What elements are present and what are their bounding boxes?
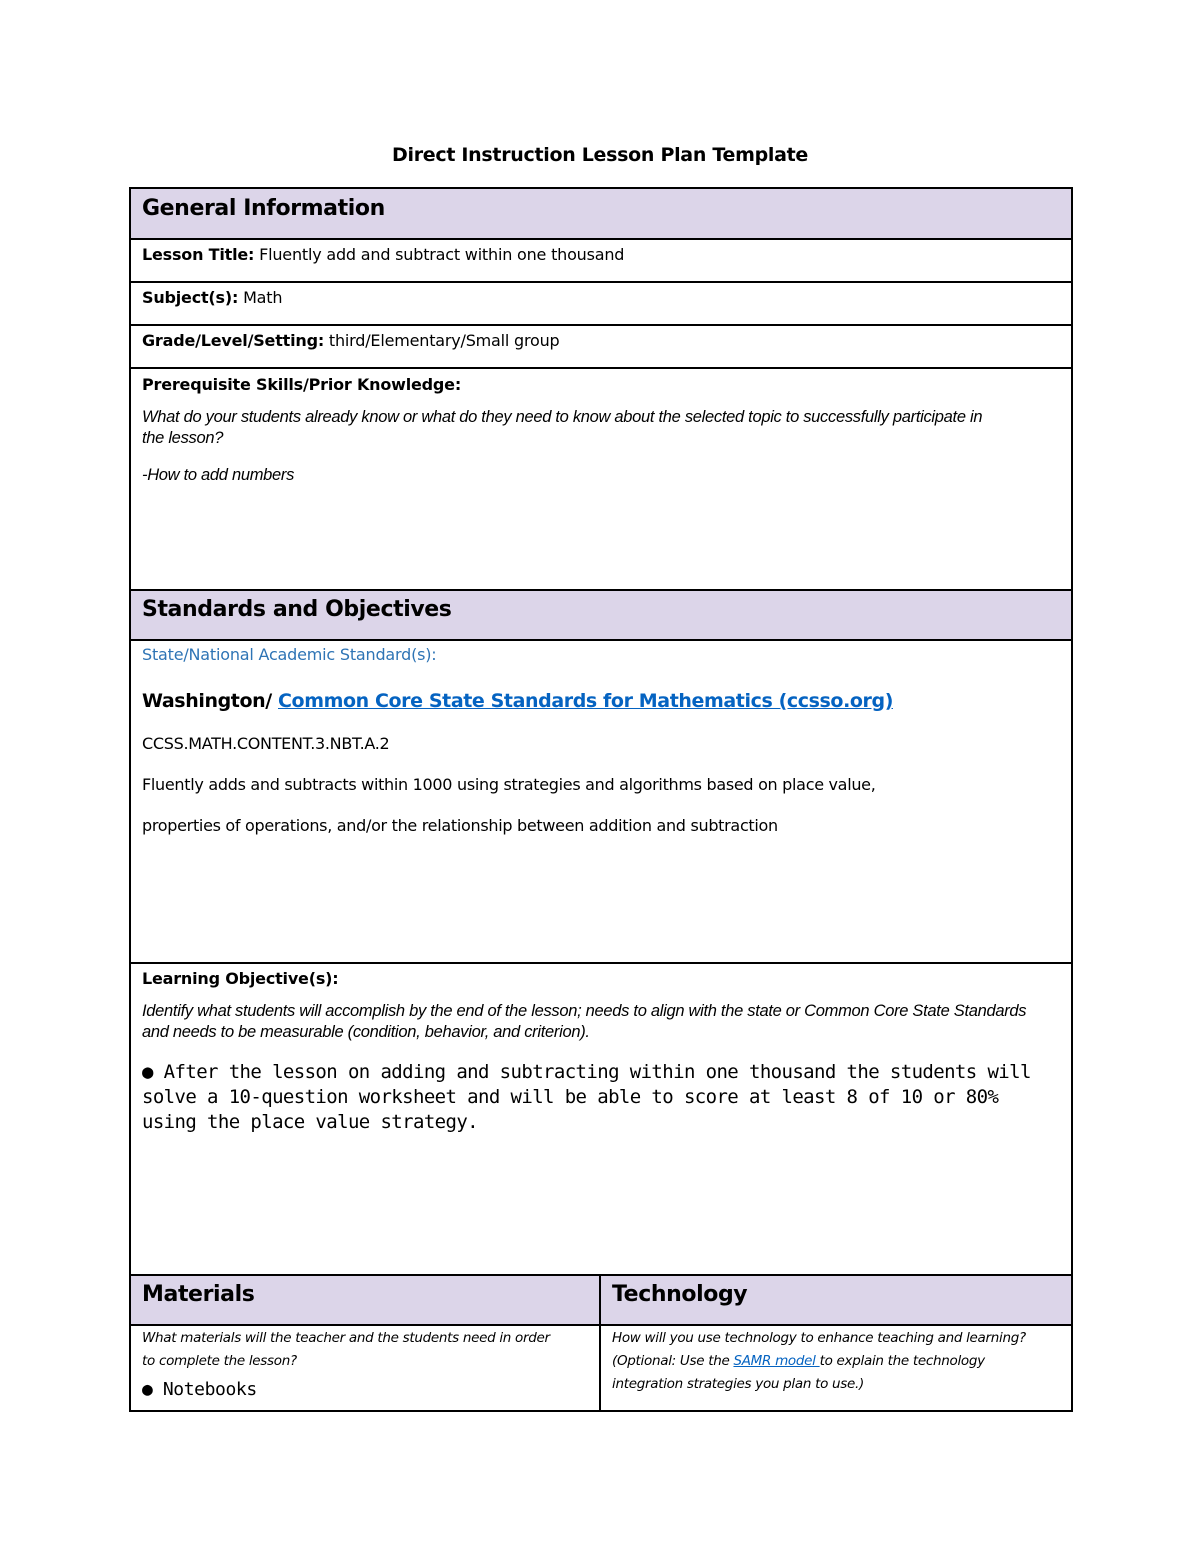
materials-technology-header-row xyxy=(130,1275,1072,1325)
prerequisite-answer: -How to add numbers xyxy=(142,466,295,484)
standards-objectives-header xyxy=(130,590,1072,640)
materials-bullet: ● Notebooks xyxy=(142,1379,257,1400)
learning-objectives-cell xyxy=(130,963,1072,1275)
general-information-header xyxy=(130,188,1072,239)
prerequisite-cell xyxy=(130,368,1072,590)
lesson-title-field xyxy=(142,245,1060,264)
technology-cell xyxy=(600,1325,1072,1411)
standards-header-row xyxy=(130,590,1072,640)
standard-description-line-2: properties of operations, and/or the relationship between addition and subtraction xyxy=(142,816,778,835)
document-title: Direct Instruction Lesson Plan Template xyxy=(392,144,808,166)
materials-heading: Materials xyxy=(142,1282,255,1307)
learning-objective-bullet: ● After the lesson on adding and subtracting within one thousand the students will solve a 10-question worksheet and will be able to score at least 8 of 10 or 80% using the place value strategy. xyxy=(142,1061,1031,1133)
lesson-title-value: Fluently add and subtract within one thousand xyxy=(254,245,625,264)
standard-label: State/National Academic Standard(s): xyxy=(142,645,437,664)
materials-technology-row xyxy=(130,1325,1072,1411)
standards-objectives-heading: Standards and Objectives xyxy=(142,597,452,622)
technology-prompt-after: to explain the technology integration strategies you plan to use.) xyxy=(612,1353,985,1392)
technology-prompt xyxy=(612,1327,1032,1396)
materials-header xyxy=(130,1275,600,1325)
subjects-row xyxy=(130,282,1072,325)
standard-code: CCSS.MATH.CONTENT.3.NBT.A.2 xyxy=(142,734,390,753)
standards-row xyxy=(130,640,1072,963)
subjects-cell xyxy=(130,282,1072,325)
technology-header xyxy=(600,1275,1072,1325)
grade-field xyxy=(142,331,1060,350)
lesson-title-row xyxy=(130,239,1072,282)
general-information-header-row xyxy=(130,188,1072,239)
lesson-title-cell xyxy=(130,239,1072,282)
general-information-heading: General Information xyxy=(142,196,385,221)
grade-value: third/Elementary/Small group xyxy=(324,331,560,350)
lesson-title-label: Lesson Title: xyxy=(142,245,255,264)
learning-objectives-row xyxy=(130,963,1072,1275)
samr-model-link[interactable]: SAMR model xyxy=(733,1353,820,1369)
standard-description-line-1: Fluently adds and subtracts within 1000 using strategies and algorithms based on place value, xyxy=(142,775,876,794)
subjects-label: Subject(s): xyxy=(142,288,239,307)
ccss-link[interactable]: Common Core State Standards for Mathematics (ccsso.org) xyxy=(278,690,893,712)
prerequisite-prompt: What do your students already know or what do they need to know about the selected topic to successfully participate in the lesson? xyxy=(142,408,983,447)
materials-cell xyxy=(130,1325,600,1411)
subjects-value: Math xyxy=(238,288,283,307)
lesson-plan-table xyxy=(129,187,1073,1412)
grade-cell xyxy=(130,325,1072,368)
subjects-field xyxy=(142,288,1060,307)
learning-objective-label: Learning Objective(s): xyxy=(142,969,339,988)
standards-cell xyxy=(130,640,1072,963)
materials-prompt: What materials will the teacher and the students need in order to complete the lesson? xyxy=(142,1330,550,1369)
prerequisite-label: Prerequisite Skills/Prior Knowledge: xyxy=(142,375,462,394)
grade-row xyxy=(130,325,1072,368)
state-prefix: Washington/ xyxy=(142,690,278,712)
learning-objective-prompt: Identify what students will accomplish by the end of the lesson; needs to align with the state or Common Core State Standards and needs to be measurable (condition, behavior, and criterion). xyxy=(142,1002,1027,1041)
prerequisite-row xyxy=(130,368,1072,590)
technology-heading: Technology xyxy=(612,1282,748,1307)
standard-source-line xyxy=(142,690,1060,712)
technology-prompt-before: How will you use technology to enhance teaching and learning? (Optional: Use the xyxy=(612,1330,1026,1369)
grade-label: Grade/Level/Setting: xyxy=(142,331,325,350)
